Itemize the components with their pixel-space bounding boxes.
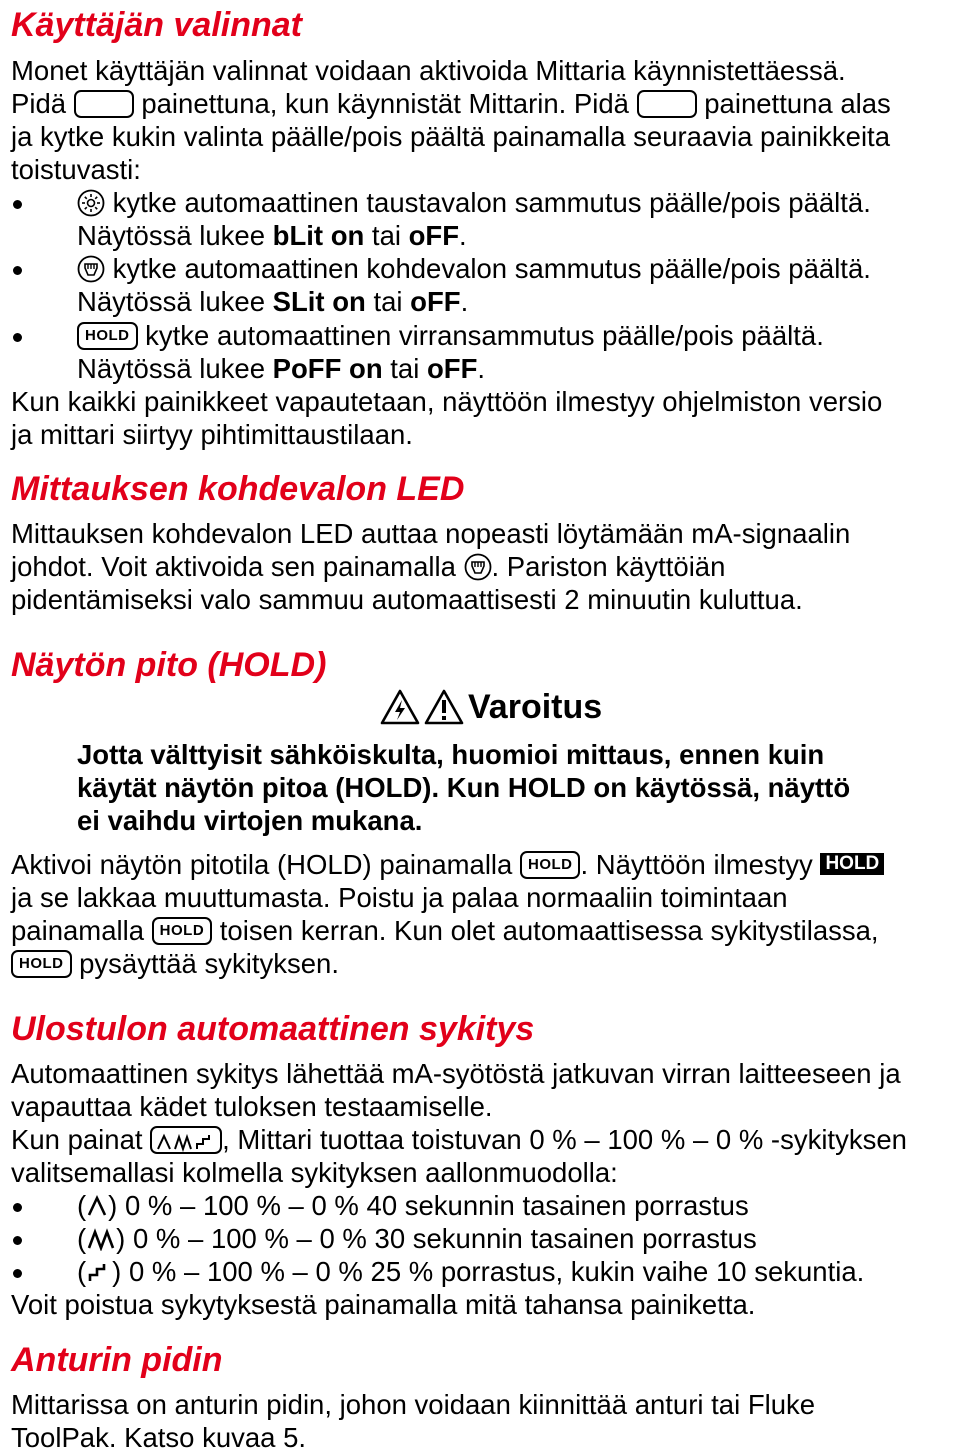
hold-key-icon: HOLD xyxy=(520,851,581,879)
user-options-line-4: toistuvasti: xyxy=(11,154,141,185)
text: johdot. Voit aktivoida sen painamalla xyxy=(11,551,456,582)
probe-line-2: ToolPak. Katso kuvaa 5. xyxy=(11,1422,307,1453)
text: Pidä xyxy=(11,88,67,119)
text: toisen kerran. Kun olet automaattisessa sykitystilassa, xyxy=(219,915,879,946)
warning-line-2: käytät näytön pitoa (HOLD). Kun HOLD on käytössä, näyttö xyxy=(77,772,851,803)
blank-key-icon xyxy=(637,90,697,118)
heading-ramp: Ulostulon automaattinen sykitys xyxy=(11,1010,535,1048)
warning-title xyxy=(380,686,602,728)
user-options-line-1: Monet käyttäjän valinnat voidaan aktivoida Mittaria käynnistettäessä. xyxy=(11,55,846,86)
ramp-line-1: Automaattinen sykitys lähettää mA-syötöstä jatkuvan virran laitteeseen ja xyxy=(11,1058,901,1089)
ramp-icon xyxy=(152,1130,220,1154)
text: . xyxy=(459,220,467,251)
slow-ramp-icon xyxy=(86,1194,108,1218)
warning-label: Varoitus xyxy=(468,687,603,726)
bullet-dot xyxy=(13,1203,22,1212)
option-spotlight-display xyxy=(77,285,468,318)
text: tai xyxy=(365,286,411,317)
text: tai xyxy=(382,353,427,384)
text: pysäyttää sykityksen. xyxy=(79,948,339,979)
text: Näytössä lukee xyxy=(77,220,273,251)
display-code: oFF xyxy=(410,286,461,317)
ramp-option-fast: ( ) 0 % – 100 % – 0 % 30 sekunnin tasainen porrastus xyxy=(77,1223,757,1254)
hold-line-2: ja se lakkaa muuttumasta. Poistu ja palaa normaaliin toimintaan xyxy=(11,882,788,913)
ramp-option-slow: ( ) 0 % – 100 % – 0 % 40 sekunnin tasainen porrastus xyxy=(77,1190,749,1221)
ramp-line-2: vapauttaa kädet tuloksen testaamiselle. xyxy=(11,1091,493,1122)
ramp-line-5: Voit poistua sykytyksestä painamalla mitä tahansa painiketta. xyxy=(11,1289,756,1320)
text: . Näyttöön ilmestyy xyxy=(580,849,813,880)
user-options-release-line-1: Kun kaikki painikkeet vapautetaan, näyttöön ilmestyy ohjelmiston versio xyxy=(11,386,883,417)
text: . xyxy=(460,286,469,317)
bullet-text: 0 % – 100 % – 0 % 40 sekunnin tasainen porrastus xyxy=(124,1190,749,1221)
text: painamalla xyxy=(11,915,145,946)
hold-line-3 xyxy=(11,914,879,947)
ramp-line-4: valitsemallasi kolmella sykityksen aallonmuodolla: xyxy=(11,1157,618,1188)
heading-led: Mittauksen kohdevalon LED xyxy=(11,470,465,508)
bullet-text: 0 % – 100 % – 0 % 25 % porrastus, kukin vaihe 10 sekuntia. xyxy=(128,1256,865,1287)
text: Kun painat xyxy=(11,1124,143,1155)
spotlight-icon xyxy=(464,553,492,581)
led-line-2 xyxy=(11,550,725,583)
ramp-key xyxy=(150,1126,222,1154)
text: Näytössä lukee xyxy=(77,353,273,384)
blank-key-icon xyxy=(74,90,134,118)
text: Näytössä lukee xyxy=(77,286,273,317)
option-autopoweroff-display xyxy=(77,352,485,385)
user-options-line-3: ja kytke kukin valinta päälle/pois päältä painamalla seuraavia painikkeita xyxy=(11,121,890,152)
led-line-1: Mittauksen kohdevalon LED auttaa nopeasti löytämään mA-signaalin xyxy=(11,518,851,549)
bullet-text: kytke automaattinen virransammutus päälle/pois päältä. xyxy=(145,320,824,351)
spotlight-icon xyxy=(77,255,105,283)
text: painettuna, kun käynnistät Mittarin. Pidä xyxy=(141,88,629,119)
user-options-release-line-2: ja mittari siirtyy pihtimittaustilaan. xyxy=(11,419,413,450)
heading-user-options: Käyttäjän valinnat xyxy=(11,6,302,44)
warning-shock-icon xyxy=(380,689,420,725)
bullet-dot xyxy=(13,266,22,275)
hold-display-indicator: HOLD xyxy=(820,853,884,875)
backlight-icon xyxy=(77,189,105,217)
fast-ramp-icon xyxy=(86,1227,116,1251)
text: Aktivoi näytön pitotila (HOLD) painamalla xyxy=(11,849,513,880)
display-code: bLit on xyxy=(272,220,365,251)
probe-line-1: Mittarissa on anturin pidin, johon voidaan kiinnittää anturi tai Fluke xyxy=(11,1389,816,1420)
bullet-text: kytke automaattinen kohdevalon sammutus päälle/pois päältä. xyxy=(112,253,871,284)
text: . xyxy=(477,353,486,384)
led-line-3: pidentämiseksi valo sammuu automaattisesti 2 minuutin kuluttua. xyxy=(11,584,803,615)
option-backlight xyxy=(77,186,871,219)
warning-line-3: ei vaihdu virtojen mukana. xyxy=(77,805,423,836)
text: , Mittari tuottaa toistuvan 0 % – 100 % – 0 % -sykityksen xyxy=(222,1124,907,1155)
bullet-dot xyxy=(13,1269,22,1278)
text: tai xyxy=(364,220,409,251)
hold-key-icon: HOLD xyxy=(152,917,213,945)
text: . Pariston käyttöiän xyxy=(491,551,726,582)
hold-key-icon: HOLD xyxy=(77,322,138,350)
hold-line-1 xyxy=(11,848,884,881)
display-code: PoFF on xyxy=(272,353,383,384)
option-spotlight xyxy=(77,252,871,285)
warning-icon xyxy=(424,689,464,725)
display-code: oFF xyxy=(408,220,460,251)
bullet-text: kytke automaattinen taustavalon sammutus päälle/pois päältä. xyxy=(112,187,871,218)
bullet-dot xyxy=(13,200,22,209)
warning-line-1: Jotta välttyisit sähköiskulta, huomioi mittaus, ennen kuin xyxy=(77,739,825,770)
hold-line-4 xyxy=(11,947,339,980)
ramp-option-step: ( ) 0 % – 100 % – 0 % 25 % porrastus, kukin vaihe 10 sekuntia. xyxy=(77,1256,865,1287)
heading-probe: Anturin pidin xyxy=(11,1341,223,1379)
display-code: SLit on xyxy=(272,286,366,317)
display-code: oFF xyxy=(426,353,478,384)
hold-key-icon: HOLD xyxy=(11,950,72,978)
bullet-text: 0 % – 100 % – 0 % 30 sekunnin tasainen porrastus xyxy=(132,1223,757,1254)
ramp-line-3 xyxy=(11,1123,907,1156)
bullet-dot xyxy=(13,333,22,342)
option-backlight-display xyxy=(77,219,467,252)
step-ramp-icon xyxy=(86,1260,112,1284)
heading-hold: Näytön pito (HOLD) xyxy=(11,646,327,684)
option-autopoweroff xyxy=(77,319,824,352)
user-options-line-2 xyxy=(11,87,891,120)
text: painettuna alas xyxy=(704,88,891,119)
bullet-dot xyxy=(13,1236,22,1245)
